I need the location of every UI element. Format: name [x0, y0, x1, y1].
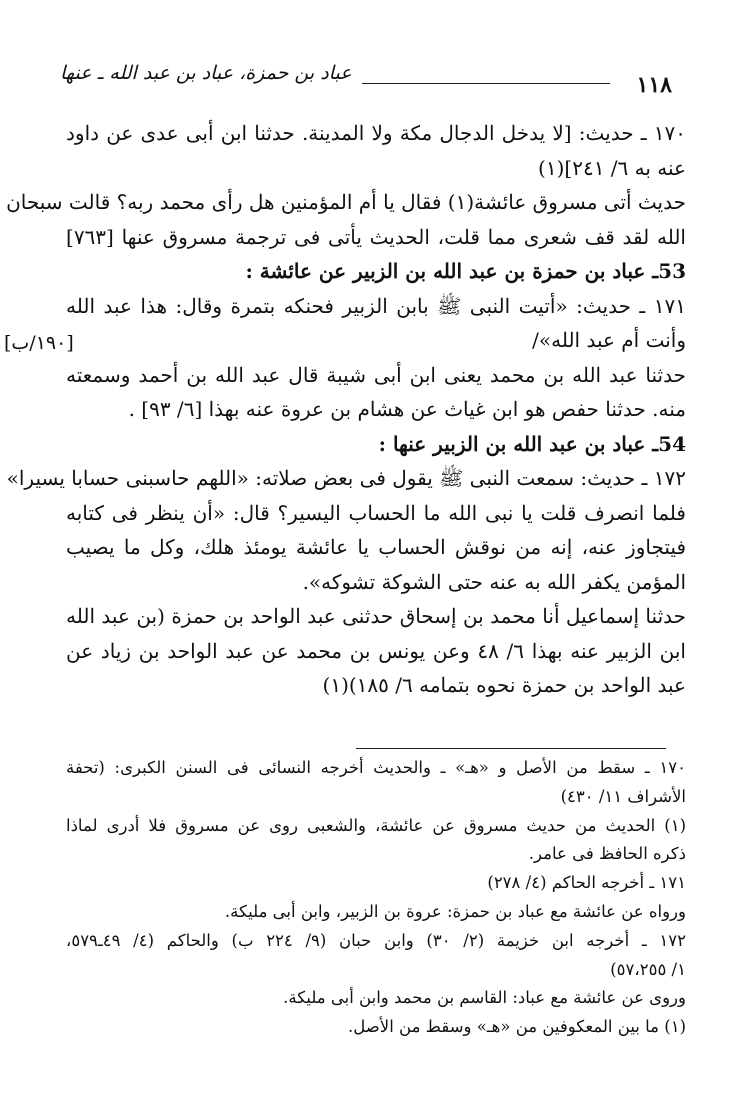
footnote-line: (١) الحديث من حديث مسروق عن عائشة، والشعبى روى عن مسروق فلا أدرى لماذا [66, 815, 686, 835]
footnote-line: ١/ ٥٧،٢٥٥) [610, 959, 686, 979]
text-line: فيتجاوز عنه، إنه من نوقش الحساب يا عائشة يومئذ هلك، وكل ما يصيب [66, 535, 686, 559]
section-heading: 53ـ عباد بن حمزة بن عبد الله بن الزبير عن عائشة : [245, 259, 686, 283]
text-line: حديث أتى مسروق عائشة(١) فقال يا أم المؤمنين هل رأى محمد ربه؟ قالت سبحان [6, 190, 686, 214]
footnote-line: ١٧٢ ـ أخرجه ابن خزيمة (٢/ ٣٠) وابن حبان (٩/ ٢٢٤ ب) والحاكم (٤/ ٤٩ـ٥٧٩، [66, 930, 686, 950]
text-line: منه. حدثنا حفص هو ابن غياث عن هشام بن عروة عنه بهذا [٦/ ٩٣] . [128, 397, 686, 421]
text-line: وأنت أم عبد الله»/ [532, 328, 686, 352]
text-line: ١٧٠ ـ حديث: [لا يدخل الدجال مكة ولا المدينة. حدثنا ابن أبى عدى عن داود [66, 121, 686, 145]
text-line: ١٧٢ ـ حديث: سمعت النبى ﷺ يقول فى بعض صلاته: «اللهم حاسبنى حسابا يسيرا» [6, 466, 686, 490]
text-line: فلما انصرف قلت يا نبى الله ما الحساب اليسير؟ قال: «أن ينظر فى كتابه [66, 500, 686, 525]
running-title: عباد بن حمزة، عباد بن عبد الله ـ عنها [60, 62, 352, 84]
footnote-line: وروى عن عائشة مع عباد: القاسم بن محمد وابن أبى مليكة. [283, 988, 686, 1008]
footnote-line: الأشراف ١١/ ٤٣٠) [560, 786, 686, 806]
text-line: ابن الزبير عنه بهذا ٦/ ٤٨ وعن يونس بن محمد عن عبد الواحد بن زياد عن [66, 638, 686, 663]
text-line: حدثنا إسماعيل أنا محمد بن إسحاق حدثنى عبد الواحد بن حمزة (بن عبد الله [66, 604, 686, 628]
footnote-line: ١٧١ ـ أخرجه الحاكم (٤/ ٢٧٨) [487, 873, 686, 893]
text-line: حدثنا عبد الله بن محمد يعنى ابن أبى شيبة قال عبد الله بن أحمد وسمعته [66, 362, 686, 387]
footnote-line: ١٧٠ ـ سقط من الأصل و «هـ» ـ والحديث أخرجه النسائى فى السنن الكبرى: (تحفة [66, 758, 686, 777]
text-line: المؤمن يكفر الله به عنه حتى الشوكة تشوكه». [302, 569, 686, 594]
text-line: ١٧١ ـ حديث: «أتيت النبى ﷺ بابن الزبير فحنكه بتمرة وقال: هذا عبد الله [66, 293, 686, 318]
margin-folio-note: [١٩٠/ب] [4, 332, 74, 354]
header-rule [362, 83, 610, 84]
text-line: عنه به ٦/ ٢٤١](١) [538, 155, 686, 180]
section-heading: 54ـ عباد بن عبد الله بن الزبير عنها : [378, 431, 686, 456]
footnote-line: ورواه عن عائشة مع عباد بن حمزة: عروة بن الزبير، وابن أبى مليكة. [224, 902, 686, 921]
footnote-rule [356, 748, 666, 749]
text-line: عبد الواحد بن حمزة نحوه بتمامه ٦/ ١٨٥)(١) [322, 673, 686, 697]
text-line: الله لقد قف شعرى مما قلت، الحديث يأتى فى ترجمة مسروق عنها [٧٦٣] [66, 224, 686, 249]
page-number: ١١٨ [636, 72, 672, 98]
footnote-line: (١) ما بين المعكوفين من «هـ» وسقط من الأصل. [348, 1017, 686, 1037]
footnote-line: ذكره الحافظ فى عامر. [528, 844, 686, 864]
